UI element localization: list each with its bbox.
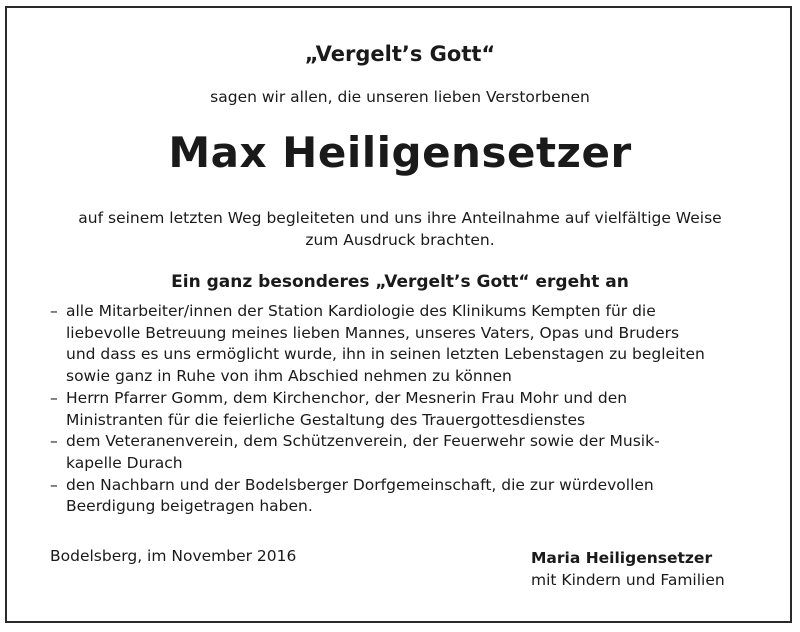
place-date: Bodelsberg, im November 2016	[50, 547, 297, 565]
list-item	[50, 301, 760, 388]
item-line: liebevolle Betreuung meines lieben Mannes, unseres Vaters, Opas und Bruders	[66, 323, 680, 342]
notice-title: „Vergelt’s Gott“	[304, 42, 496, 66]
deceased-name: Max Heiligensetzer	[168, 128, 632, 177]
item-line: dem Veteranenverein, dem Schützenverein, der Feuerwehr sowie der Musik-	[66, 432, 660, 451]
list-item	[50, 475, 760, 518]
item-line: und dass es uns ermöglicht wurde, ihn in seinen letzten Lebenstagen zu begleiten	[66, 345, 705, 364]
item-line: Herrn Pfarrer Gomm, dem Kirchenchor, der Mesnerin Frau Mohr und den	[66, 388, 628, 407]
dash-bullet: –	[50, 475, 58, 494]
item-line: sowie ganz in Ruhe von ihm Abschied nehmen zu können	[66, 367, 512, 386]
item-line: kapelle Durach	[66, 453, 183, 472]
list-item	[50, 388, 760, 431]
signer-name: Maria Heiligensetzer	[531, 549, 713, 567]
dash-bullet: –	[50, 432, 58, 451]
list-item	[50, 431, 760, 474]
dash-bullet: –	[50, 302, 58, 320]
signer-subtext: mit Kindern und Familien	[531, 571, 725, 589]
thanks-list	[50, 301, 760, 518]
thanks-line: zum Ausdruck brachten.	[305, 231, 495, 249]
signature-block	[531, 547, 725, 591]
item-line: Ministranten für die feierliche Gestaltung des Trauergottesdienstes	[66, 410, 586, 429]
thanks-line: auf seinem letzten Weg begleiteten und uns ihre Anteilnahme auf vielfältige Weise	[78, 209, 722, 227]
dash-bullet: –	[50, 388, 58, 407]
intro-text: sagen wir allen, die unseren lieben Verstorbenen	[210, 88, 590, 106]
item-line: den Nachbarn und der Bodelsberger Dorfgemeinschaft, die zur würdevollen	[66, 475, 654, 494]
special-thanks-heading: Ein ganz besonderes „Vergelt’s Gott“ ergeht an	[171, 272, 629, 292]
item-line: Beerdigung beigetragen haben.	[66, 497, 313, 516]
thanks-text	[40, 207, 760, 251]
item-line: alle Mitarbeiter/innen der Station Kardiologie des Klinikums Kempten für die	[66, 302, 656, 320]
